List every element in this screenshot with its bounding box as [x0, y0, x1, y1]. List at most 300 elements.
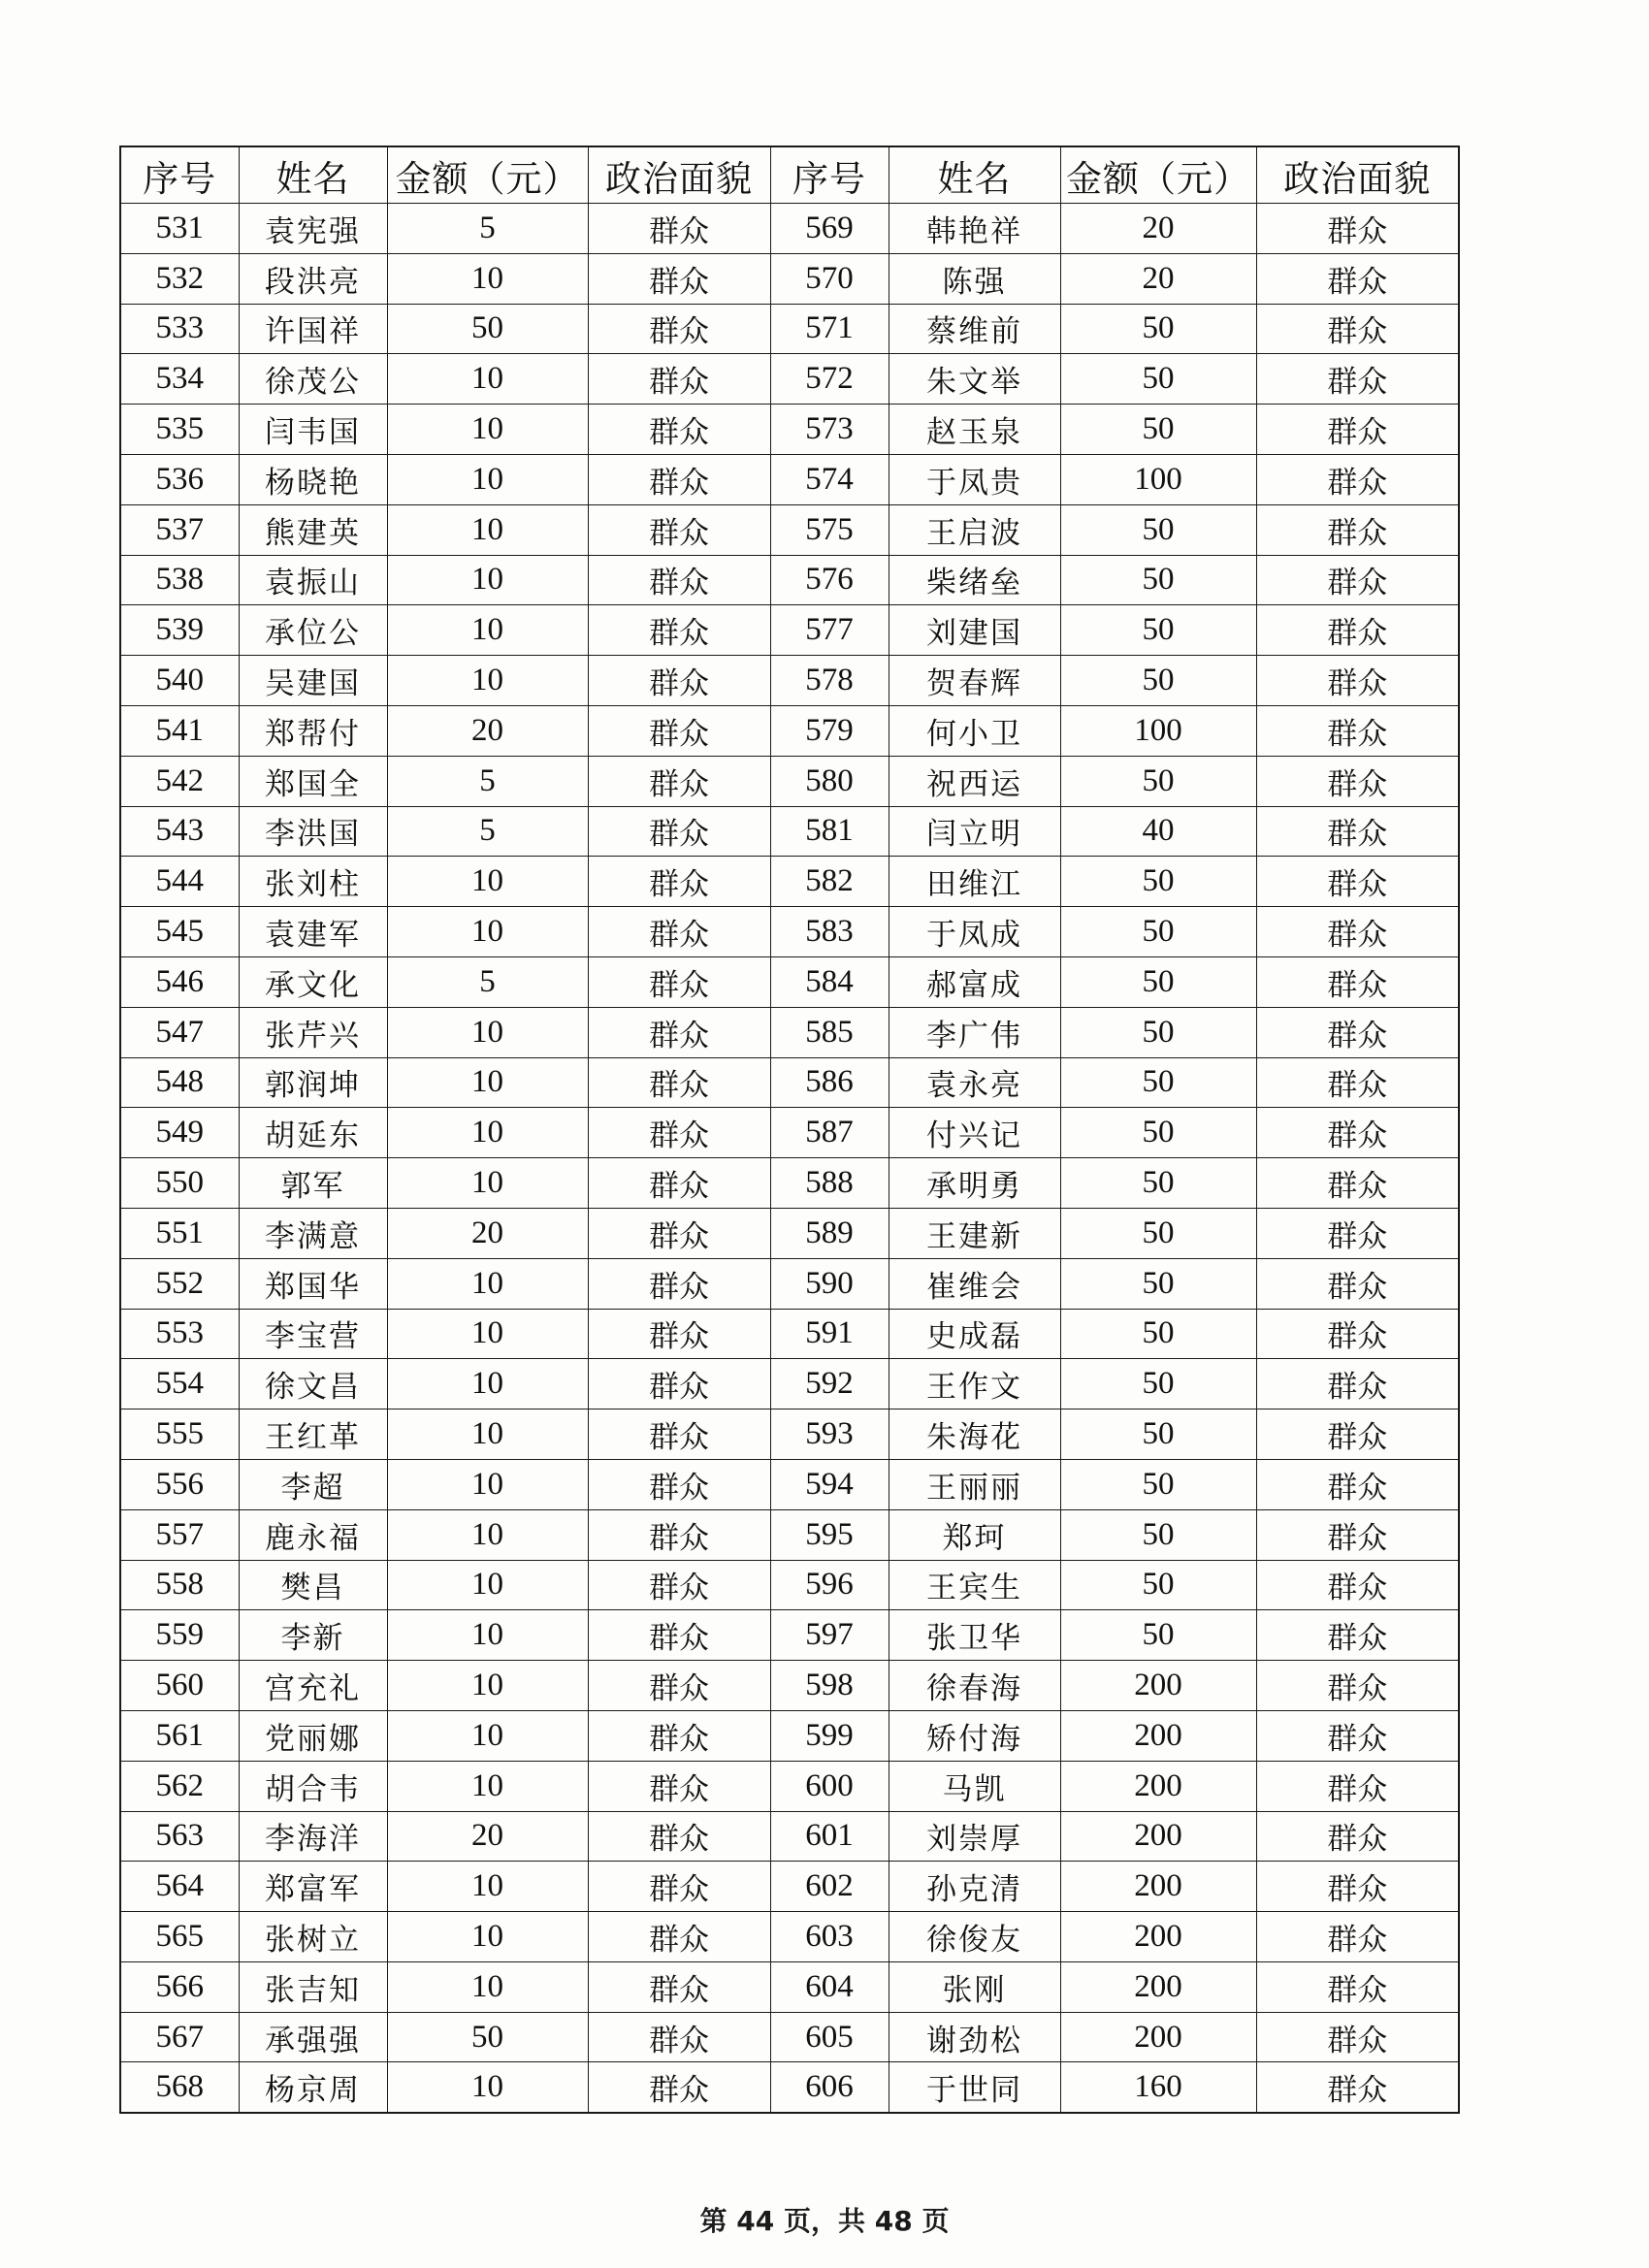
- amount-cell: 50: [1060, 555, 1256, 605]
- table-row: [120, 1208, 1459, 1258]
- header-cell: 姓名: [889, 146, 1060, 204]
- political-status-cell: 群众: [1256, 1961, 1459, 2012]
- amount-cell: 10: [387, 1459, 588, 1509]
- political-status-cell: 群众: [1256, 304, 1459, 354]
- seq-cell: 553: [120, 1309, 239, 1359]
- political-status-cell: 群众: [1256, 1359, 1459, 1409]
- table-row: [120, 1560, 1459, 1610]
- political-status-cell: 群众: [1256, 806, 1459, 857]
- table-row: [120, 1509, 1459, 1560]
- political-status-cell: 群众: [1256, 857, 1459, 907]
- seq-cell: 582: [770, 857, 889, 907]
- seq-cell: 557: [120, 1509, 239, 1560]
- political-status-cell: 群众: [1256, 1258, 1459, 1309]
- amount-cell: 10: [387, 1309, 588, 1359]
- seq-cell: 599: [770, 1710, 889, 1761]
- amount-cell: 50: [1060, 656, 1256, 706]
- political-status-cell: 群众: [588, 204, 770, 254]
- amount-cell: 10: [387, 1912, 588, 1962]
- name-cell: 贺春辉: [889, 656, 1060, 706]
- name-cell: 承位公: [239, 605, 387, 656]
- seq-cell: 601: [770, 1811, 889, 1862]
- name-cell: 张刚: [889, 1961, 1060, 2012]
- seq-cell: 596: [770, 1560, 889, 1610]
- amount-cell: 20: [1060, 204, 1256, 254]
- political-status-cell: 群众: [1256, 907, 1459, 957]
- political-status-cell: 群众: [1256, 1560, 1459, 1610]
- seq-cell: 558: [120, 1560, 239, 1610]
- seq-cell: 563: [120, 1811, 239, 1862]
- header-cell: 金额（元）: [1060, 146, 1256, 204]
- seq-cell: 538: [120, 555, 239, 605]
- name-cell: 段洪亮: [239, 253, 387, 304]
- name-cell: 张刘柱: [239, 857, 387, 907]
- amount-cell: 50: [1060, 605, 1256, 656]
- seq-cell: 547: [120, 1007, 239, 1057]
- name-cell: 徐文昌: [239, 1359, 387, 1409]
- political-status-cell: 群众: [588, 806, 770, 857]
- seq-cell: 544: [120, 857, 239, 907]
- amount-cell: 20: [387, 1811, 588, 1862]
- name-cell: 承明勇: [889, 1158, 1060, 1209]
- political-status-cell: 群众: [588, 605, 770, 656]
- seq-cell: 569: [770, 204, 889, 254]
- table-row: [120, 1459, 1459, 1509]
- donation-table: [119, 146, 1460, 2114]
- table-row: [120, 2062, 1459, 2113]
- political-status-cell: 群众: [588, 1108, 770, 1158]
- name-cell: 史成磊: [889, 1309, 1060, 1359]
- political-status-cell: 群众: [1256, 1761, 1459, 1811]
- name-cell: 胡合韦: [239, 1761, 387, 1811]
- political-status-cell: 群众: [1256, 1912, 1459, 1962]
- name-cell: 鹿永福: [239, 1509, 387, 1560]
- amount-cell: 50: [1060, 405, 1256, 455]
- amount-cell: 40: [1060, 806, 1256, 857]
- table-row: [120, 1007, 1459, 1057]
- political-status-cell: 群众: [1256, 204, 1459, 254]
- amount-cell: 200: [1060, 1710, 1256, 1761]
- political-status-cell: 群众: [1256, 1610, 1459, 1661]
- name-cell: 张树立: [239, 1912, 387, 1962]
- seq-cell: 573: [770, 405, 889, 455]
- amount-cell: 5: [387, 756, 588, 806]
- table-row: [120, 1057, 1459, 1108]
- seq-cell: 602: [770, 1862, 889, 1912]
- name-cell: 闫立明: [889, 806, 1060, 857]
- seq-cell: 603: [770, 1912, 889, 1962]
- table-row: [120, 1961, 1459, 2012]
- amount-cell: 100: [1060, 705, 1256, 756]
- political-status-cell: 群众: [1256, 354, 1459, 405]
- name-cell: 郑国华: [239, 1258, 387, 1309]
- amount-cell: 20: [1060, 253, 1256, 304]
- amount-cell: 50: [1060, 354, 1256, 405]
- amount-cell: 50: [387, 2012, 588, 2062]
- political-status-cell: 群众: [1256, 1459, 1459, 1509]
- name-cell: 朱海花: [889, 1409, 1060, 1460]
- seq-cell: 592: [770, 1359, 889, 1409]
- name-cell: 谢劲松: [889, 2012, 1060, 2062]
- name-cell: 李海洋: [239, 1811, 387, 1862]
- seq-cell: 548: [120, 1057, 239, 1108]
- political-status-cell: 群众: [588, 1912, 770, 1962]
- table-row: [120, 1811, 1459, 1862]
- table-row: [120, 1309, 1459, 1359]
- amount-cell: 10: [387, 1862, 588, 1912]
- seq-cell: 536: [120, 454, 239, 504]
- political-status-cell: 群众: [588, 2062, 770, 2113]
- seq-cell: 570: [770, 253, 889, 304]
- name-cell: 王作文: [889, 1359, 1060, 1409]
- amount-cell: 10: [387, 857, 588, 907]
- political-status-cell: 群众: [588, 705, 770, 756]
- name-cell: 许国祥: [239, 304, 387, 354]
- amount-cell: 50: [1060, 907, 1256, 957]
- amount-cell: 5: [387, 806, 588, 857]
- seq-cell: 531: [120, 204, 239, 254]
- seq-cell: 606: [770, 2062, 889, 2113]
- political-status-cell: 群众: [588, 1409, 770, 1460]
- name-cell: 李新: [239, 1610, 387, 1661]
- name-cell: 王启波: [889, 504, 1060, 555]
- name-cell: 张芹兴: [239, 1007, 387, 1057]
- amount-cell: 10: [387, 504, 588, 555]
- seq-cell: 559: [120, 1610, 239, 1661]
- political-status-cell: 群众: [1256, 1007, 1459, 1057]
- table-row: [120, 857, 1459, 907]
- seq-cell: 554: [120, 1359, 239, 1409]
- header-cell: 金额（元）: [387, 146, 588, 204]
- seq-cell: 575: [770, 504, 889, 555]
- political-status-cell: 群众: [1256, 1409, 1459, 1460]
- amount-cell: 10: [387, 1359, 588, 1409]
- name-cell: 袁建军: [239, 907, 387, 957]
- amount-cell: 50: [1060, 1359, 1256, 1409]
- name-cell: 蔡维前: [889, 304, 1060, 354]
- amount-cell: 50: [1060, 1258, 1256, 1309]
- political-status-cell: 群众: [588, 1158, 770, 1209]
- name-cell: 承强强: [239, 2012, 387, 2062]
- seq-cell: 585: [770, 1007, 889, 1057]
- amount-cell: 50: [1060, 857, 1256, 907]
- amount-cell: 10: [387, 354, 588, 405]
- amount-cell: 50: [1060, 1208, 1256, 1258]
- table-row: [120, 1409, 1459, 1460]
- political-status-cell: 群众: [588, 956, 770, 1007]
- name-cell: 孙克清: [889, 1862, 1060, 1912]
- political-status-cell: 群众: [588, 1208, 770, 1258]
- political-status-cell: 群众: [1256, 1309, 1459, 1359]
- seq-cell: 591: [770, 1309, 889, 1359]
- name-cell: 徐春海: [889, 1661, 1060, 1711]
- name-cell: 李满意: [239, 1208, 387, 1258]
- political-status-cell: 群众: [1256, 756, 1459, 806]
- name-cell: 吴建国: [239, 656, 387, 706]
- amount-cell: 10: [387, 1710, 588, 1761]
- table-body: [120, 204, 1459, 2114]
- seq-cell: 540: [120, 656, 239, 706]
- seq-cell: 576: [770, 555, 889, 605]
- table-row: [120, 656, 1459, 706]
- name-cell: 李广伟: [889, 1007, 1060, 1057]
- amount-cell: 50: [1060, 1409, 1256, 1460]
- name-cell: 樊昌: [239, 1560, 387, 1610]
- table-row: [120, 1710, 1459, 1761]
- political-status-cell: 群众: [588, 1710, 770, 1761]
- name-cell: 党丽娜: [239, 1710, 387, 1761]
- name-cell: 张吉知: [239, 1961, 387, 2012]
- seq-cell: 580: [770, 756, 889, 806]
- political-status-cell: 群众: [588, 504, 770, 555]
- table-row: [120, 1912, 1459, 1962]
- table-row: [120, 956, 1459, 1007]
- table-row: [120, 354, 1459, 405]
- political-status-cell: 群众: [588, 1610, 770, 1661]
- amount-cell: 10: [387, 1158, 588, 1209]
- amount-cell: 10: [387, 253, 588, 304]
- political-status-cell: 群众: [1256, 405, 1459, 455]
- seq-cell: 556: [120, 1459, 239, 1509]
- amount-cell: 200: [1060, 2012, 1256, 2062]
- political-status-cell: 群众: [1256, 1661, 1459, 1711]
- table-row: [120, 253, 1459, 304]
- name-cell: 矫付海: [889, 1710, 1060, 1761]
- seq-cell: 560: [120, 1661, 239, 1711]
- name-cell: 朱文举: [889, 354, 1060, 405]
- table-row: [120, 1661, 1459, 1711]
- seq-cell: 543: [120, 806, 239, 857]
- amount-cell: 20: [387, 705, 588, 756]
- amount-cell: 10: [387, 1108, 588, 1158]
- political-status-cell: 群众: [588, 405, 770, 455]
- political-status-cell: 群众: [1256, 1057, 1459, 1108]
- political-status-cell: 群众: [588, 454, 770, 504]
- seq-cell: 550: [120, 1158, 239, 1209]
- name-cell: 郭军: [239, 1158, 387, 1209]
- seq-cell: 564: [120, 1862, 239, 1912]
- seq-cell: 574: [770, 454, 889, 504]
- name-cell: 王建新: [889, 1208, 1060, 1258]
- amount-cell: 10: [387, 1560, 588, 1610]
- amount-cell: 200: [1060, 1912, 1256, 1962]
- amount-cell: 5: [387, 956, 588, 1007]
- amount-cell: 50: [387, 304, 588, 354]
- political-status-cell: 群众: [1256, 1158, 1459, 1209]
- header-cell: 政治面貌: [1256, 146, 1459, 204]
- amount-cell: 50: [1060, 1560, 1256, 1610]
- seq-cell: 605: [770, 2012, 889, 2062]
- name-cell: 袁振山: [239, 555, 387, 605]
- political-status-cell: 群众: [588, 1862, 770, 1912]
- political-status-cell: 群众: [588, 857, 770, 907]
- amount-cell: 50: [1060, 1007, 1256, 1057]
- table-row: [120, 756, 1459, 806]
- seq-cell: 534: [120, 354, 239, 405]
- name-cell: 张卫华: [889, 1610, 1060, 1661]
- political-status-cell: 群众: [1256, 1108, 1459, 1158]
- seq-cell: 593: [770, 1409, 889, 1460]
- seq-cell: 555: [120, 1409, 239, 1460]
- amount-cell: 200: [1060, 1761, 1256, 1811]
- seq-cell: 541: [120, 705, 239, 756]
- name-cell: 袁宪强: [239, 204, 387, 254]
- amount-cell: 10: [387, 1610, 588, 1661]
- seq-cell: 595: [770, 1509, 889, 1560]
- table-row: [120, 1158, 1459, 1209]
- amount-cell: 10: [387, 1409, 588, 1460]
- name-cell: 何小卫: [889, 705, 1060, 756]
- political-status-cell: 群众: [1256, 1509, 1459, 1560]
- amount-cell: 10: [387, 656, 588, 706]
- name-cell: 王宾生: [889, 1560, 1060, 1610]
- seq-cell: 590: [770, 1258, 889, 1309]
- table-row: [120, 1862, 1459, 1912]
- political-status-cell: 群众: [1256, 1811, 1459, 1862]
- amount-cell: 200: [1060, 1811, 1256, 1862]
- seq-cell: 551: [120, 1208, 239, 1258]
- amount-cell: 50: [1060, 1610, 1256, 1661]
- amount-cell: 50: [1060, 1057, 1256, 1108]
- table-row: [120, 204, 1459, 254]
- amount-cell: 50: [1060, 1158, 1256, 1209]
- header-cell: 序号: [770, 146, 889, 204]
- name-cell: 于世同: [889, 2062, 1060, 2113]
- seq-cell: 545: [120, 907, 239, 957]
- name-cell: 胡延东: [239, 1108, 387, 1158]
- name-cell: 袁永亮: [889, 1057, 1060, 1108]
- seq-cell: 578: [770, 656, 889, 706]
- political-status-cell: 群众: [588, 1560, 770, 1610]
- seq-cell: 565: [120, 1912, 239, 1962]
- table-row: [120, 907, 1459, 957]
- name-cell: 刘崇厚: [889, 1811, 1060, 1862]
- political-status-cell: 群众: [588, 756, 770, 806]
- seq-cell: 571: [770, 304, 889, 354]
- amount-cell: 10: [387, 1961, 588, 2012]
- political-status-cell: 群众: [588, 1309, 770, 1359]
- political-status-cell: 群众: [588, 354, 770, 405]
- amount-cell: 50: [1060, 1309, 1256, 1359]
- seq-cell: 535: [120, 405, 239, 455]
- political-status-cell: 群众: [588, 1359, 770, 1409]
- name-cell: 王红革: [239, 1409, 387, 1460]
- political-status-cell: 群众: [1256, 1862, 1459, 1912]
- seq-cell: 552: [120, 1258, 239, 1309]
- name-cell: 李洪国: [239, 806, 387, 857]
- political-status-cell: 群众: [1256, 2062, 1459, 2113]
- table-header-row: [120, 146, 1459, 204]
- amount-cell: 10: [387, 1509, 588, 1560]
- seq-cell: 588: [770, 1158, 889, 1209]
- political-status-cell: 群众: [588, 1761, 770, 1811]
- name-cell: 于凤成: [889, 907, 1060, 957]
- political-status-cell: 群众: [588, 2012, 770, 2062]
- amount-cell: 10: [387, 1761, 588, 1811]
- seq-cell: 594: [770, 1459, 889, 1509]
- amount-cell: 50: [1060, 956, 1256, 1007]
- seq-cell: 532: [120, 253, 239, 304]
- table-row: [120, 405, 1459, 455]
- political-status-cell: 群众: [1256, 705, 1459, 756]
- name-cell: 郝富成: [889, 956, 1060, 1007]
- seq-cell: 587: [770, 1108, 889, 1158]
- seq-cell: 533: [120, 304, 239, 354]
- amount-cell: 160: [1060, 2062, 1256, 2113]
- header-cell: 姓名: [239, 146, 387, 204]
- political-status-cell: 群众: [1256, 504, 1459, 555]
- amount-cell: 50: [1060, 756, 1256, 806]
- name-cell: 韩艳祥: [889, 204, 1060, 254]
- political-status-cell: 群众: [588, 656, 770, 706]
- amount-cell: 100: [1060, 454, 1256, 504]
- political-status-cell: 群众: [1256, 605, 1459, 656]
- seq-cell: 584: [770, 956, 889, 1007]
- seq-cell: 579: [770, 705, 889, 756]
- political-status-cell: 群众: [588, 1961, 770, 2012]
- name-cell: 于凤贵: [889, 454, 1060, 504]
- name-cell: 柴绪垒: [889, 555, 1060, 605]
- amount-cell: 5: [387, 204, 588, 254]
- political-status-cell: 群众: [588, 1509, 770, 1560]
- table-row: [120, 1108, 1459, 1158]
- political-status-cell: 群众: [588, 253, 770, 304]
- name-cell: 郑帮付: [239, 705, 387, 756]
- table-row: [120, 1761, 1459, 1811]
- name-cell: 郑珂: [889, 1509, 1060, 1560]
- amount-cell: 50: [1060, 1459, 1256, 1509]
- seq-cell: 572: [770, 354, 889, 405]
- amount-cell: 200: [1060, 1862, 1256, 1912]
- political-status-cell: 群众: [1256, 956, 1459, 1007]
- seq-cell: 562: [120, 1761, 239, 1811]
- name-cell: 杨京周: [239, 2062, 387, 2113]
- name-cell: 熊建英: [239, 504, 387, 555]
- name-cell: 赵玉泉: [889, 405, 1060, 455]
- amount-cell: 10: [387, 1057, 588, 1108]
- political-status-cell: 群众: [1256, 454, 1459, 504]
- name-cell: 崔维会: [889, 1258, 1060, 1309]
- seq-cell: 566: [120, 1961, 239, 2012]
- seq-cell: 539: [120, 605, 239, 656]
- seq-cell: 561: [120, 1710, 239, 1761]
- political-status-cell: 群众: [588, 907, 770, 957]
- political-status-cell: 群众: [588, 555, 770, 605]
- name-cell: 刘建国: [889, 605, 1060, 656]
- seq-cell: 581: [770, 806, 889, 857]
- name-cell: 田维江: [889, 857, 1060, 907]
- political-status-cell: 群众: [1256, 656, 1459, 706]
- seq-cell: 598: [770, 1661, 889, 1711]
- header-cell: 政治面貌: [588, 146, 770, 204]
- political-status-cell: 群众: [1256, 2012, 1459, 2062]
- name-cell: 马凯: [889, 1761, 1060, 1811]
- table-row: [120, 605, 1459, 656]
- table-row: [120, 1610, 1459, 1661]
- amount-cell: 50: [1060, 504, 1256, 555]
- seq-cell: 600: [770, 1761, 889, 1811]
- political-status-cell: 群众: [588, 1007, 770, 1057]
- amount-cell: 10: [387, 2062, 588, 2113]
- name-cell: 郭润坤: [239, 1057, 387, 1108]
- amount-cell: 50: [1060, 304, 1256, 354]
- amount-cell: 10: [387, 1007, 588, 1057]
- political-status-cell: 群众: [588, 1661, 770, 1711]
- political-status-cell: 群众: [588, 1258, 770, 1309]
- name-cell: 徐茂公: [239, 354, 387, 405]
- header-cell: 序号: [120, 146, 239, 204]
- table-row: [120, 504, 1459, 555]
